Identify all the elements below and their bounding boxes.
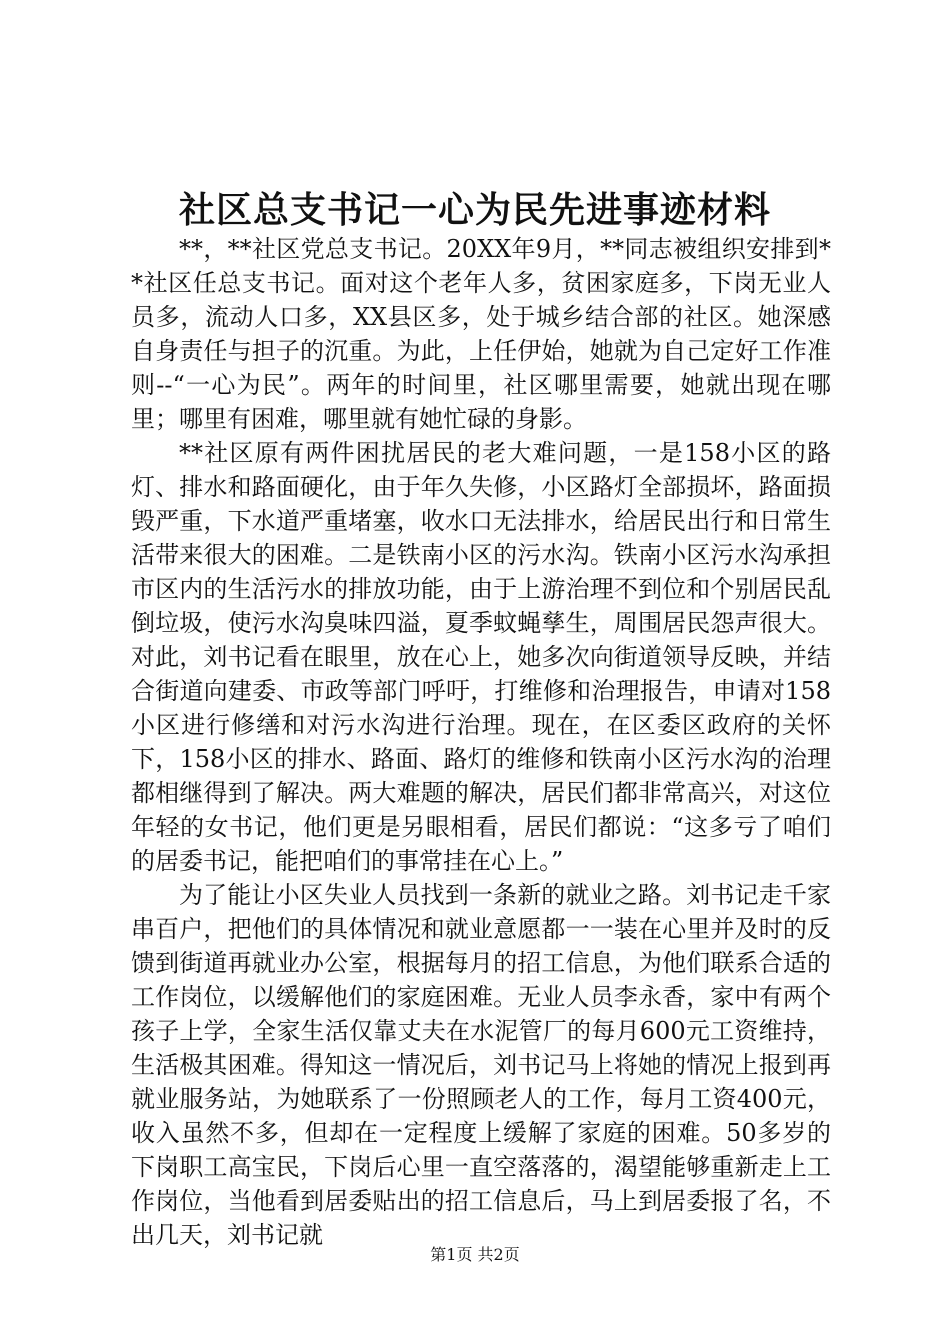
document-body xyxy=(131,232,831,1252)
paragraph-2: **社区原有两件困扰居民的老大难问题，一是158小区的路灯、排水和路面硬化，由于年久失修，小区路灯全部损坏，路面损毁严重，下水道严重堵塞，收水口无法排水，给居民出行和日常生活带来很大的困难。二是铁南小区的污水沟。铁南小区污水沟承担市区内的生活污水的排放功能，由于上游治理不到位和个别居民乱倒垃圾，使污水沟臭味四溢，夏季蚊蝇孳生，周围居民怨声很大。对此，刘书记看在眼里，放在心上，她多次向街道领导反映，并结合街道向建委、市政等部门呼吁，打维修和治理报告，申请对158小区进行修缮和对污水沟进行治理。现在，在区委区政府的关怀下，158小区的排水、路面、路灯的维修和铁南小区污水沟的治理都相继得到了解决。两大难题的解决，居民们都非常高兴，对这位年轻的女书记，他们更是另眼相看，居民们都说：“这多亏了咱们的居委书记，能把咱们的事常挂在心上。” xyxy=(131,439,831,875)
paragraph-3: 为了能让小区失业人员找到一条新的就业之路。刘书记走千家串百户，把他们的具体情况和就业意愿都一一装在心里并及时的反馈到街道再就业办公室，根据每月的招工信息，为他们联系合适的工作岗位，以缓解他们的家庭困难。无业人员李永香，家中有两个孩子上学，全家生活仅靠丈夫在水泥管厂的每月600元工资维持，生活极其困难。得知这一情况后，刘书记马上将她的情况上报到再就业服务站，为她联系了一份照顾老人的工作，每月工资400元，收入虽然不多，但却在一定程度上缓解了家庭的困难。50多岁的下岗职工高宝民，下岗后心里一直空落落的，渴望能够重新走上工作岗位，当他看到居委贴出的招工信息后，马上到居委报了名，不出几天，刘书记就 xyxy=(131,881,831,1249)
paragraph-1: **，**社区党总支书记。20XX年9月，**同志被组织安排到**社区任总支书记。面对这个老年人多，贫困家庭多，下岗无业人员多，流动人口多，XX县区多，处于城乡结合部的社区。她深感自身责任与担子的沉重。为此，上任伊始，她就为自己定好工作准则--“一心为民”。两年的时间里，社区哪里需要，她就出现在哪里；哪里有困难，哪里就有她忙碌的身影。 xyxy=(131,235,831,433)
page-number-footer: 第1页 共2页 xyxy=(430,1245,520,1264)
document-title: 社区总支书记一心为民先进事迹材料 xyxy=(178,189,771,231)
